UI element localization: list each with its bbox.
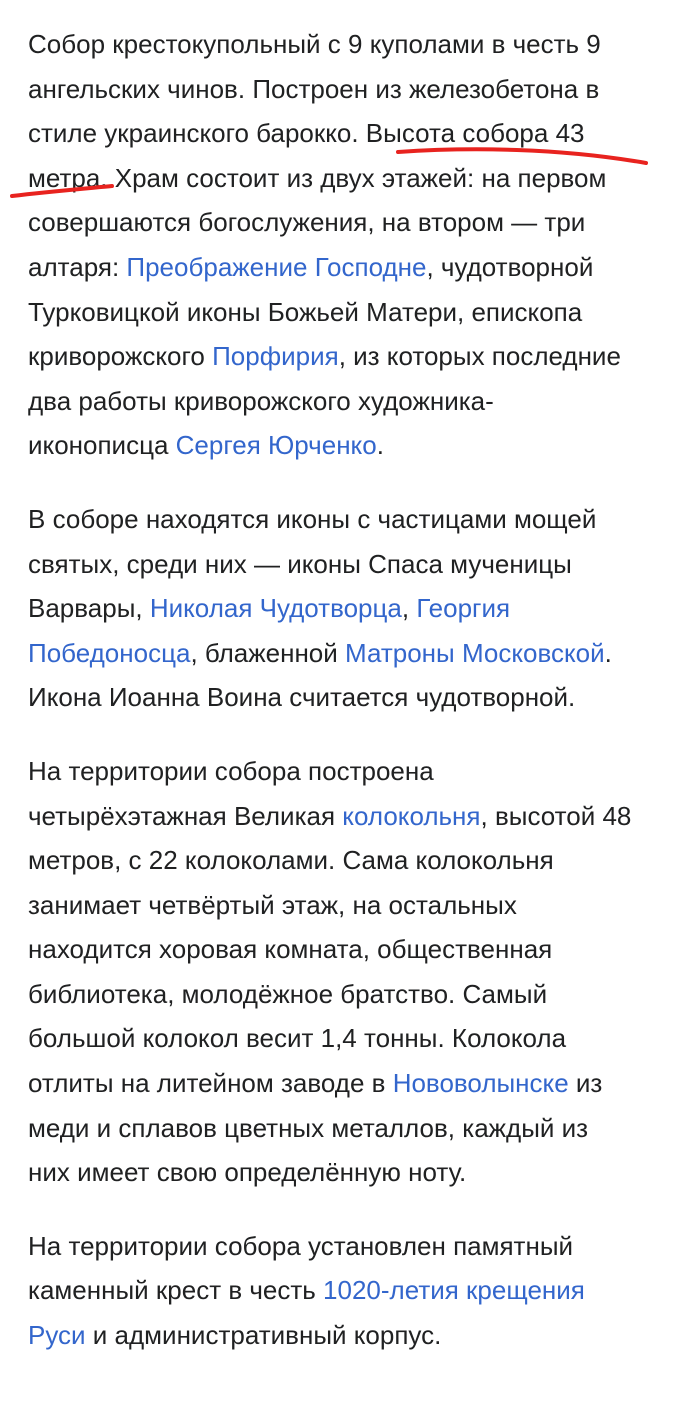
text-segment: каменный крест в честь [28, 1275, 324, 1306]
text-line [28, 1061, 683, 1106]
text-line [28, 334, 683, 379]
text-segment: , высотой 48 [480, 800, 632, 831]
text-segment: отлиты на литейном заводе в [28, 1068, 393, 1099]
text-line: На территории собора построена [28, 755, 434, 786]
link-1020-letie-kreshcheniya-rusi[interactable]: Руси [28, 1320, 86, 1351]
link-georgiy-pobedonosets[interactable]: Георгия [416, 593, 511, 624]
text-segment: четырёхэтажная Великая [28, 800, 343, 831]
text-segment: криворожского [28, 341, 213, 372]
text-line: два работы криворожского художника- [28, 385, 494, 416]
text-segment: , блаженной [190, 637, 346, 668]
link-sergey-yurchenko[interactable]: Сергея Юрченко [175, 430, 377, 461]
paragraph-icons [28, 497, 683, 720]
text-line: Собор крестокупольный с 9 куполами в честь 9 [28, 29, 601, 59]
text-line: Икона Иоанна Воина считается чудотворной. [28, 682, 576, 713]
text-line: метра. Храм состоит из двух этажей: на первом [28, 162, 607, 193]
text-line: святых, среди них — иконы Спаса мученицы [28, 548, 572, 579]
link-novovolynsk[interactable]: Нововолынске [392, 1068, 569, 1099]
text-segment: , из которых последние [338, 341, 621, 372]
text-line: метров, с 22 колоколами. Сама колокольня [28, 845, 554, 876]
text-line: На территории собора установлен памятный [28, 1230, 574, 1261]
link-porfiriy[interactable]: Порфирия [212, 341, 339, 372]
text-segment: . [604, 637, 612, 668]
article-body [28, 22, 683, 1387]
link-nikolay-chudotvorets[interactable]: Николая Чудотворца [149, 593, 402, 624]
link-georgiy-pobedonosets[interactable]: Победоносца [28, 637, 191, 668]
text-segment: из [568, 1068, 603, 1099]
text-segment: , [401, 593, 417, 624]
text-line: занимает четвёртый этаж, на остальных [28, 889, 517, 920]
text-line: библиотека, молодёжное братство. Самый [28, 978, 548, 1009]
text-segment: иконописца [28, 430, 176, 461]
text-line [28, 794, 683, 839]
text-line [28, 631, 683, 676]
text-line [28, 423, 683, 468]
text-segment: и административный корпус. [85, 1320, 442, 1351]
text-line: В соборе находятся иконы с частицами мощей [28, 503, 597, 534]
text-line [28, 1313, 683, 1358]
paragraph-bell-tower [28, 749, 683, 1195]
text-line: меди и сплавов цветных металлов, каждый из [28, 1112, 589, 1143]
text-line: большой колокол весит 1,4 тонны. Колокола [28, 1023, 567, 1054]
text-line: совершаются богослужения, на втором — три [28, 207, 586, 238]
link-preobrazhenie[interactable]: Преображение Господне [126, 251, 427, 282]
link-1020-letie-kreshcheniya-rusi[interactable]: 1020-летия крещения [323, 1275, 585, 1306]
text-line: них имеет свою определённую ноту. [28, 1157, 467, 1188]
text-line [28, 245, 683, 290]
link-kolokolnya[interactable]: колокольня [342, 800, 481, 831]
text-line: находится хоровая комната, общественная [28, 934, 553, 965]
text-segment: Варвары, [28, 593, 150, 624]
text-segment: , чудотворной [426, 251, 594, 282]
text-line [28, 586, 683, 631]
text-line [28, 1268, 683, 1313]
paragraph-memorial-cross [28, 1224, 683, 1358]
text-line: стиле украинского барокко. Высота собора 43 [28, 118, 585, 149]
text-segment: алтаря: [28, 251, 127, 282]
text-line: ангельских чинов. Построен из железобетона в [28, 73, 600, 104]
text-segment: . [376, 430, 384, 461]
text-line: Турковицкой иконы Божьей Матери, епископа [28, 296, 583, 327]
link-matrona-moskovskaya[interactable]: Матроны Московской [345, 637, 605, 668]
paragraph-cathedral-description [28, 22, 683, 468]
